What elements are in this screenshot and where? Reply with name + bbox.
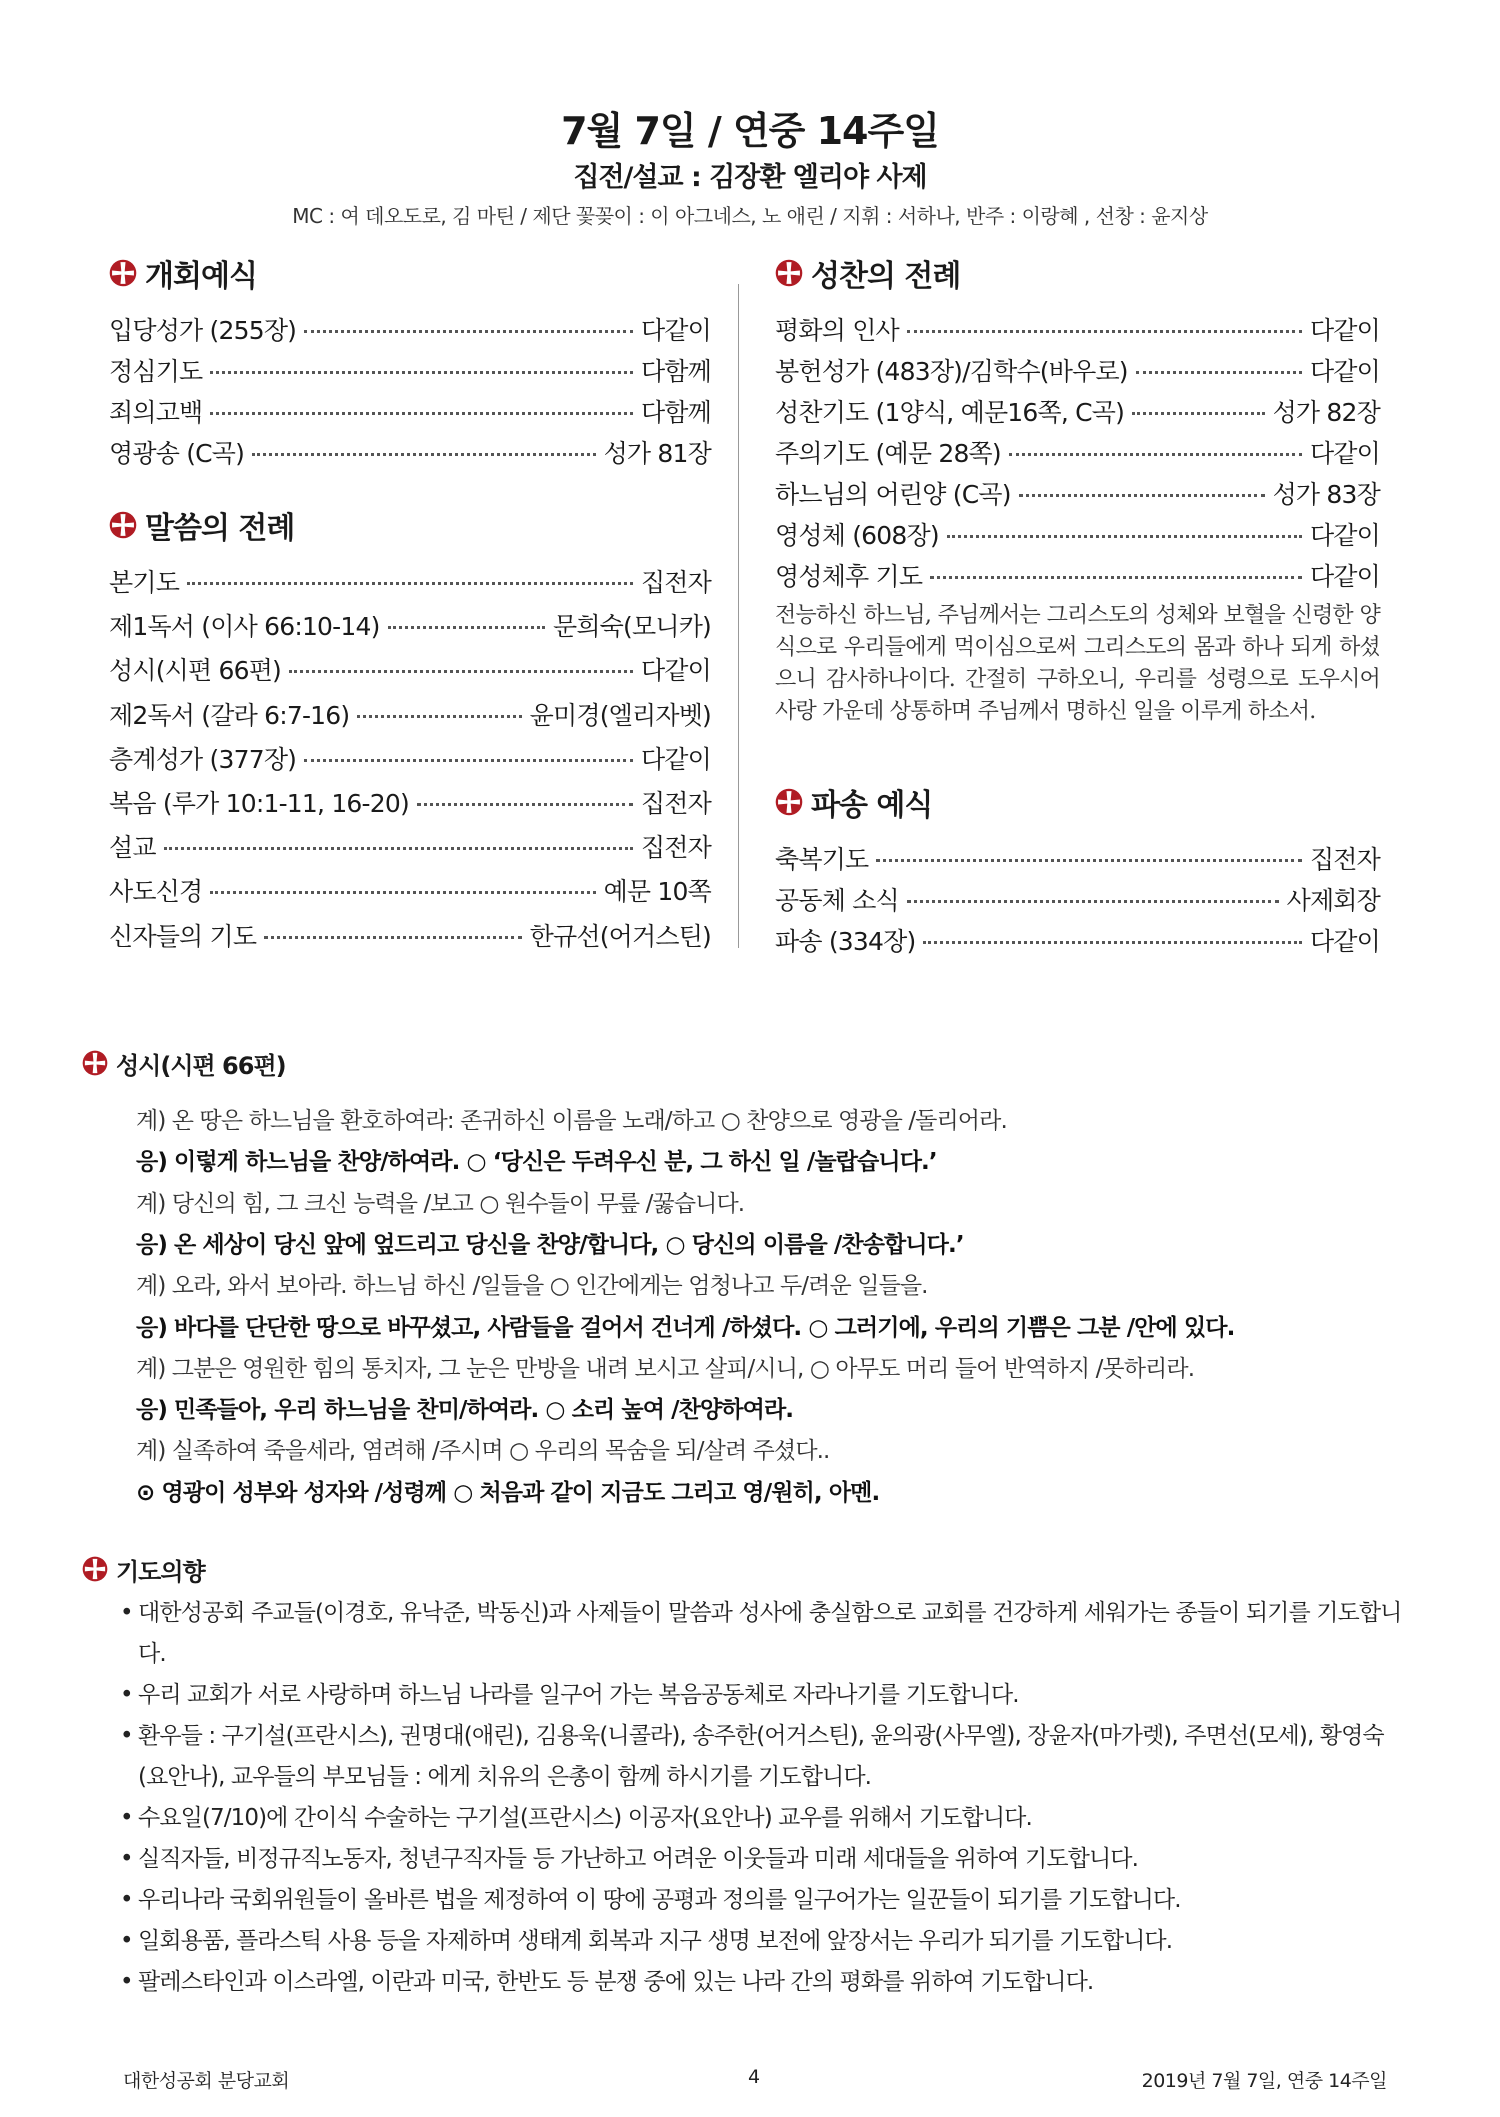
order-item-label: 정심기도 [109, 357, 203, 386]
order-item-label: 영광송 (C곡) [109, 439, 245, 468]
order-item [775, 393, 1380, 434]
leader-dots [164, 847, 633, 850]
post-communion-prayer: 전능하신 하느님, 주님께서는 그리스도의 성체와 보혈을 신령한 양식으로 우리들에게 먹이심으로써 그리스도의 몸과 하나 되게 하셨으니 감사하나이다. 간절히 구하오니, 우리를 성령으로 도우시어 사랑 가운데 상통하며 주님께서 명하신 일을 이루게 하소서. [775, 603, 1380, 724]
bullet: • [120, 1723, 133, 1749]
order-item-label: 층계성가 (377장) [109, 744, 297, 774]
leader-dots [304, 330, 633, 333]
intention-item [120, 1880, 1410, 1921]
intention-text: 일회용품, 플라스틱 사용 등을 자제하며 생태계 회복과 지구 생명 보전에 앞장서는 우리가 되기를 기도합니다. [138, 1928, 1173, 1954]
order-item [109, 311, 711, 352]
section-title: 성찬의 전례 [811, 259, 961, 294]
order-item [109, 872, 711, 916]
order-item-label: 영성체후 기도 [775, 562, 923, 591]
bullet: • [120, 1805, 133, 1831]
page-title: 7월 7일 / 연중 14주일 [561, 109, 939, 153]
order-item-label: 성시(시편 66편) [109, 656, 282, 686]
order-item-value: 다함께 [640, 398, 711, 427]
order-item-label: 입당성가 (255장) [109, 316, 297, 345]
psalm-leader-line: 계) 그분은 영원한 힘의 통치자, 그 눈은 만방을 내려 보시고 살피/시니, ○ 아무도 머리 들어 반역하지 /못하리라. [136, 1355, 1195, 1382]
order-item [109, 917, 711, 961]
leader-dots [907, 330, 1302, 333]
leader-dots [210, 891, 595, 894]
order-item-value: 집전자 [640, 788, 711, 818]
order-item-label: 사도신경 [109, 877, 203, 907]
intention-text: 실직자들, 비정규직노동자, 청년구직자들 등 가난하고 어려운 이웃들과 미래 세대들을 위하여 기도합니다. [138, 1846, 1139, 1872]
order-item [109, 740, 711, 784]
officiant-line: 집전/설교 : 김장환 엘리야 사제 [573, 162, 927, 193]
order-item-label: 공동체 소식 [775, 886, 899, 915]
order-item [109, 696, 711, 740]
order-item-value: 다같이 [1309, 927, 1380, 956]
red-circle-cross-icon [82, 1050, 108, 1076]
leader-dots [210, 371, 633, 374]
order-item-value: 다같이 [640, 744, 711, 774]
order-item-label: 봉헌성가 (483장)/김학수(바우로) [775, 357, 1128, 386]
order-item-value: 집전자 [1309, 845, 1380, 874]
column-divider [738, 284, 739, 948]
intention-text: 대한성공회 주교들(이경호, 유낙준, 박동신)과 사제들이 말씀과 성사에 충실함으로 교회를 건강하게 세워가는 종들이 되기를 기도합니다. [138, 1600, 1402, 1667]
section-title: 개회예식 [145, 259, 257, 294]
section-title: 말씀의 전례 [145, 511, 295, 546]
leader-dots [930, 576, 1302, 579]
leader-dots [876, 859, 1302, 862]
order-item-label: 제1독서 (이사 66:10-14) [109, 612, 380, 642]
order-item [775, 840, 1380, 881]
ministers-line: MC : 여 데오도로, 김 마틴 / 제단 꽃꽂이 : 이 아그네스, 노 애린 / 지휘 : 서하나, 반주 : 이랑혜 , 선창 : 윤지상 [292, 204, 1208, 228]
psalm-title: 성시(시편 66편) [116, 1051, 286, 1080]
section-opening [109, 253, 711, 475]
order-item-value: 한규선(어거스틴) [529, 921, 711, 951]
red-circle-cross-icon [109, 511, 137, 539]
intention-item [120, 1798, 1410, 1839]
order-item-value: 윤미경(엘리자벳) [529, 700, 711, 730]
order-item-value: 예문 10쪽 [603, 877, 711, 907]
bullet: • [120, 1928, 133, 1954]
order-item-value: 사제회장 [1286, 886, 1380, 915]
order-item [109, 607, 711, 651]
order-item-label: 축복기도 [775, 845, 869, 874]
section-title: 파송 예식 [811, 788, 933, 823]
order-item-label: 제2독서 (갈라 6:7-16) [109, 700, 350, 730]
page-number: 4 [748, 2066, 760, 2088]
order-item-value: 다같이 [1309, 357, 1380, 386]
order-item [109, 352, 711, 393]
order-item-label: 영성체 (608장) [775, 521, 939, 550]
order-item [109, 393, 711, 434]
intention-item [120, 1675, 1410, 1716]
order-item-value: 다같이 [640, 316, 711, 345]
psalm-leader-line: 계) 오라, 와서 보아라. 하느님 하신 /일들을 ○ 인간에게는 엄청나고 두/려운 일들을. [136, 1273, 928, 1300]
order-item [775, 922, 1380, 963]
intention-item [120, 1593, 1410, 1675]
leader-dots [417, 803, 633, 806]
red-circle-cross-icon [109, 259, 137, 287]
order-item-label: 성찬기도 (1양식, 예문16쪽, C곡) [775, 398, 1125, 427]
order-item-value: 성가 83장 [1272, 480, 1380, 509]
order-item-label: 죄의고백 [109, 398, 203, 427]
leader-dots [907, 900, 1279, 903]
order-item [109, 651, 711, 695]
psalm-leader-line: 계) 실족하여 죽을세라, 염려해 /주시며 ○ 우리의 목숨을 되/살려 주셨다.. [136, 1438, 830, 1465]
order-item-value: 문희숙(모니카) [552, 612, 711, 642]
order-item-label: 본기도 [109, 568, 180, 597]
section-heading [775, 782, 1380, 822]
intention-item [120, 1716, 1410, 1798]
intention-text: 수요일(7/10)에 간이식 수술하는 구기설(프란시스) 이공자(요안나) 교우를 위해서 기도합니다. [138, 1805, 1032, 1831]
footer-church: 대한성공회 분당교회 [123, 2070, 290, 2092]
psalm-response-line: 응) 이렇게 하느님을 찬양/하여라. ○ ‘당신은 두려우신 분, 그 하신 일 /놀랍습니다.’ [136, 1149, 937, 1176]
order-item-label: 신자들의 기도 [109, 921, 257, 951]
psalm-response-line: 응) 온 세상이 당신 앞에 엎드리고 당신을 찬양/합니다, ○ 당신의 이름을 /찬송합니다.’ [136, 1231, 964, 1258]
order-item-label: 하느님의 어린양 (C곡) [775, 480, 1011, 509]
intention-item [120, 1962, 1410, 2003]
leader-dots [289, 670, 633, 673]
intentions-title: 기도의향 [116, 1557, 205, 1586]
order-item-label: 파송 (334장) [775, 927, 916, 956]
order-item-label: 주의기도 (예문 28쪽) [775, 439, 1001, 468]
order-item [775, 557, 1380, 598]
psalm-heading [82, 1046, 286, 1080]
intention-text: 우리나라 국회위원들이 올바른 법을 제정하여 이 땅에 공평과 정의를 일구어가는 일꾼들이 되기를 기도합니다. [138, 1887, 1181, 1913]
intentions-heading [82, 1552, 205, 1586]
leader-dots [357, 715, 521, 718]
leader-dots [264, 936, 521, 939]
bullet: • [120, 1887, 133, 1913]
bullet: • [120, 1846, 133, 1872]
order-item [109, 828, 711, 872]
order-item [775, 311, 1380, 352]
order-item-value: 다같이 [1309, 316, 1380, 345]
order-item-value: 다같이 [640, 656, 711, 686]
order-item-value: 성가 82장 [1272, 398, 1380, 427]
leader-dots [1019, 494, 1265, 497]
leader-dots [1136, 371, 1302, 374]
section-eucharist [775, 253, 1380, 598]
order-item-value: 집전자 [640, 568, 711, 597]
order-item [775, 434, 1380, 475]
order-item-value: 다같이 [1309, 439, 1380, 468]
section-dismissal [775, 782, 1380, 963]
leader-dots [210, 412, 633, 415]
order-item [775, 475, 1380, 516]
intention-text: 우리 교회가 서로 사랑하며 하느님 나라를 일구어 가는 복음공동체로 자라나기를 기도합니다. [138, 1682, 1019, 1708]
order-item [109, 434, 711, 475]
intention-text: 환우들 : 구기설(프란시스), 권명대(애린), 김용욱(니콜라), 송주한(어거스틴), 윤의광(사무엘), 장윤자(마가렛), 주면선(모세), 황영숙(요안나), 교우들의 부모님들 : 에게 치유의 은총이 함께 하시기를 기도합니다. [138, 1723, 1384, 1790]
psalm-response-line: 응) 바다를 단단한 땅으로 바꾸셨고, 사람들을 걸어서 건너게 /하셨다. ○ 그러기에, 우리의 기쁨은 그분 /안에 있다. [136, 1314, 1235, 1341]
red-circle-cross-icon [82, 1556, 108, 1582]
leader-dots [252, 453, 595, 456]
order-item-label: 평화의 인사 [775, 316, 899, 345]
section-heading [109, 505, 711, 545]
leader-dots [388, 626, 545, 629]
order-item-value: 집전자 [640, 833, 711, 863]
leader-dots [1009, 453, 1302, 456]
leader-dots [947, 535, 1302, 538]
leader-dots [187, 582, 633, 585]
leader-dots [304, 759, 633, 762]
order-item [775, 352, 1380, 393]
bullet: • [120, 1600, 133, 1626]
intention-item [120, 1921, 1410, 1962]
psalm-response-line: 응) 민족들아, 우리 하느님을 찬미/하여라. ○ 소리 높여 /찬양하여라. [136, 1397, 794, 1424]
order-item-value: 다함께 [640, 357, 711, 386]
order-item [109, 784, 711, 828]
order-item-value: 다같이 [1309, 521, 1380, 550]
bullet: • [120, 1682, 133, 1708]
section-word [109, 505, 711, 961]
leader-dots [923, 941, 1302, 944]
section-heading [775, 253, 1380, 293]
section-heading [109, 253, 711, 293]
psalm-response-line: ⊙ 영광이 성부와 성자와 /성령께 ○ 처음과 같이 지금도 그리고 영/원히, 아멘. [136, 1479, 880, 1506]
bullet: • [120, 1969, 133, 1995]
order-item-value: 성가 81장 [603, 439, 711, 468]
psalm-leader-line: 계) 당신의 힘, 그 크신 능력을 /보고 ○ 원수들이 무릎 /꿇습니다. [136, 1190, 745, 1217]
order-item [109, 563, 711, 607]
order-item-value: 다같이 [1309, 562, 1380, 591]
footer-date: 2019년 7월 7일, 연중 14주일 [1141, 2070, 1387, 2092]
red-circle-cross-icon [775, 259, 803, 287]
psalm-leader-line: 계) 온 땅은 하느님을 환호하여라: 존귀하신 이름을 노래/하고 ○ 찬양으로 영광을 /돌리어라. [136, 1108, 1007, 1134]
order-item-label: 설교 [109, 833, 156, 863]
intention-text: 팔레스타인과 이스라엘, 이란과 미국, 한반도 등 분쟁 중에 있는 나라 간의 평화를 위하여 기도합니다. [138, 1969, 1094, 1995]
order-item [775, 881, 1380, 922]
leader-dots [1132, 412, 1264, 415]
order-item [775, 516, 1380, 557]
order-item-label: 복음 (루가 10:1-11, 16-20) [109, 788, 409, 818]
red-circle-cross-icon [775, 788, 803, 816]
intention-item [120, 1839, 1410, 1880]
